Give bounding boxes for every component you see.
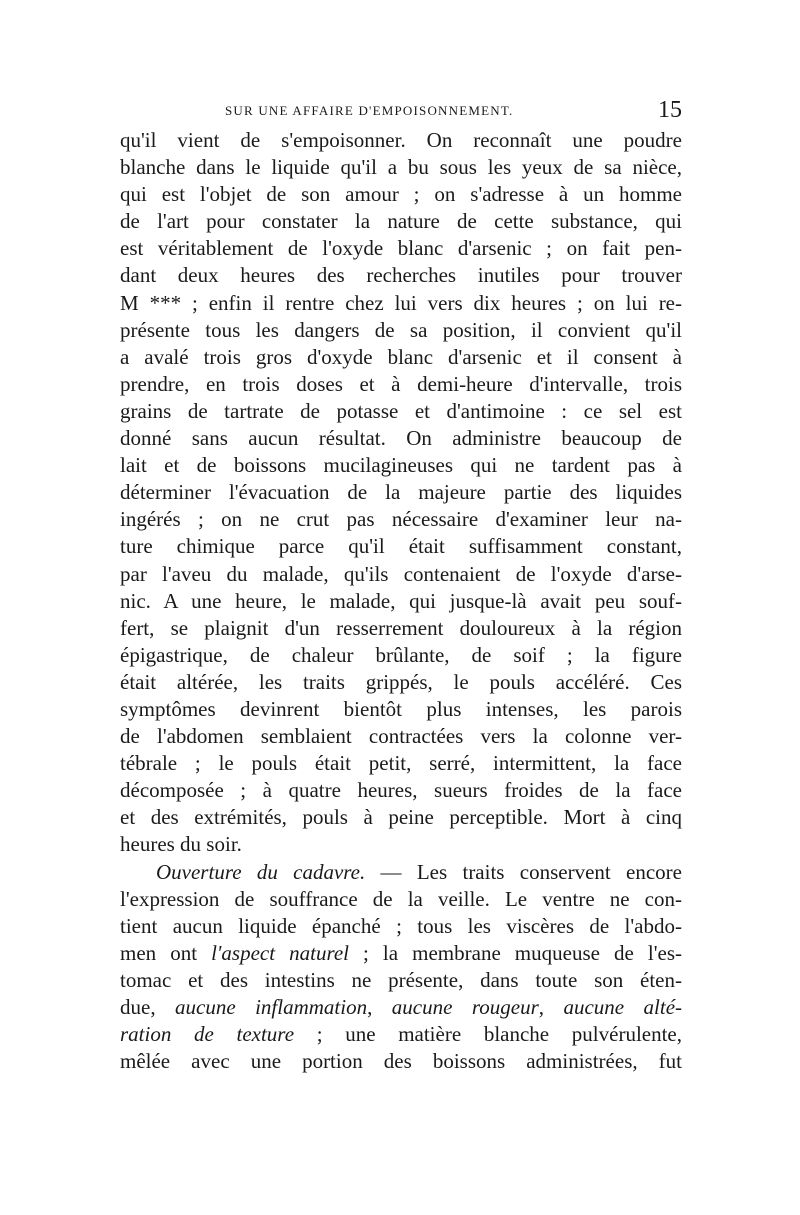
text-line: de l'art pour constater la nature de cette substance, qui	[120, 209, 682, 234]
text-line: ture chimique parce qu'il était suffisamment constant,	[120, 534, 682, 559]
text-fragment: — Les traits conservent encore	[365, 859, 682, 884]
text-line: donné sans aucun résultat. On administre beaucoup de	[120, 426, 682, 451]
text-line: prendre, en trois doses et à demi-heure d'intervalle, trois	[120, 371, 682, 396]
italic-phrase: ration de texture	[120, 1022, 295, 1047]
text-line: était altérée, les traits grippés, le pouls accéléré. Ces	[120, 669, 682, 694]
text-line: qu'il vient de s'empoisonner. On reconnaît une poudre	[120, 128, 682, 152]
text-fragment: due,	[120, 995, 176, 1019]
text-line: a avalé trois gros d'oxyde blanc d'arsenic et il consent à	[120, 344, 682, 369]
text-line: blanche dans le liquide qu'il a bu sous les yeux de sa nièce,	[120, 155, 682, 180]
italic-phrase: l'aspect naturel	[211, 940, 349, 965]
body-text	[120, 127, 682, 1075]
italic-phrase: aucune rougeur	[391, 995, 539, 1019]
text-line: grains de tartrate de potasse et d'antimoine : ce sel est	[120, 398, 682, 423]
text-line: mêlée avec une portion des boissons administrées, fut	[120, 1049, 682, 1074]
text-line: déterminer l'évacuation de la majeure partie des liquides	[120, 480, 682, 505]
text-line: de l'abdomen semblaient contractées vers la colonne ver-	[120, 724, 682, 749]
text-line: symptômes devinrent bientôt plus intenses, les parois	[120, 696, 682, 721]
text-line: l'expression de souffrance de la veille. Le ventre ne con-	[120, 886, 682, 911]
text-fragment: ,	[538, 995, 564, 1019]
text-line: tient aucun liquide épanché ; tous les viscères de l'abdo-	[120, 913, 682, 938]
text-line: tomac et des intestins ne présente, dans toute son éten-	[120, 967, 682, 992]
italic-phrase: aucune inflammation	[175, 995, 368, 1019]
text-line: M *** ; enfin il rentre chez lui vers dix heures ; on lui re-	[120, 290, 682, 315]
text-line: ingérés ; on ne crut pas nécessaire d'examiner leur na-	[120, 507, 682, 532]
text-fragment: ,	[367, 995, 392, 1019]
text-fragment: ; la membrane muqueuse de l'es-	[349, 940, 682, 965]
text-line: par l'aveu du malade, qu'ils contenaient de l'oxyde d'arse-	[120, 561, 682, 586]
text-line: heures du soir.	[120, 832, 242, 857]
text-line	[120, 994, 682, 1021]
text-line: épigastrique, de chaleur brûlante, de soif ; la figure	[120, 642, 682, 667]
text-line: et des extrémités, pouls à peine perceptible. Mort à cinq	[120, 805, 682, 830]
text-fragment: ; une matière blanche pulvérulente,	[294, 1022, 682, 1047]
running-title: SUR UNE AFFAIRE D'EMPOISONNEMENT.	[225, 103, 514, 118]
text-line: nic. A une heure, le malade, qui jusque-là avait peu souf-	[120, 588, 682, 613]
text-fragment: men ont	[120, 940, 212, 965]
italic-phrase: aucune alté-	[563, 995, 683, 1019]
text-line: présente tous les dangers de sa position, il convient qu'il	[120, 317, 682, 342]
running-head	[120, 97, 682, 125]
text-line: tébrale ; le pouls était petit, serré, intermittent, la face	[120, 751, 682, 776]
text-line: fert, se plaignit d'un resserrement douloureux à la région	[120, 615, 682, 640]
text-line: décomposée ; à quatre heures, sueurs froides de la face	[120, 778, 682, 803]
page-number: 15	[658, 97, 682, 123]
text-line	[120, 940, 682, 967]
text-line: dant deux heures des recherches inutiles pour trouver	[120, 263, 682, 288]
text-line: est véritablement de l'oxyde blanc d'arsenic ; on fait pen-	[120, 236, 682, 261]
text-line: lait et de boissons mucilagineuses qui ne tardent pas à	[120, 453, 682, 478]
section-heading: Ouverture du cadavre.	[156, 859, 366, 884]
text-line: qui est l'objet de son amour ; on s'adresse à un homme	[120, 182, 682, 207]
section-heading-line	[120, 859, 682, 886]
text-line	[120, 1021, 682, 1048]
